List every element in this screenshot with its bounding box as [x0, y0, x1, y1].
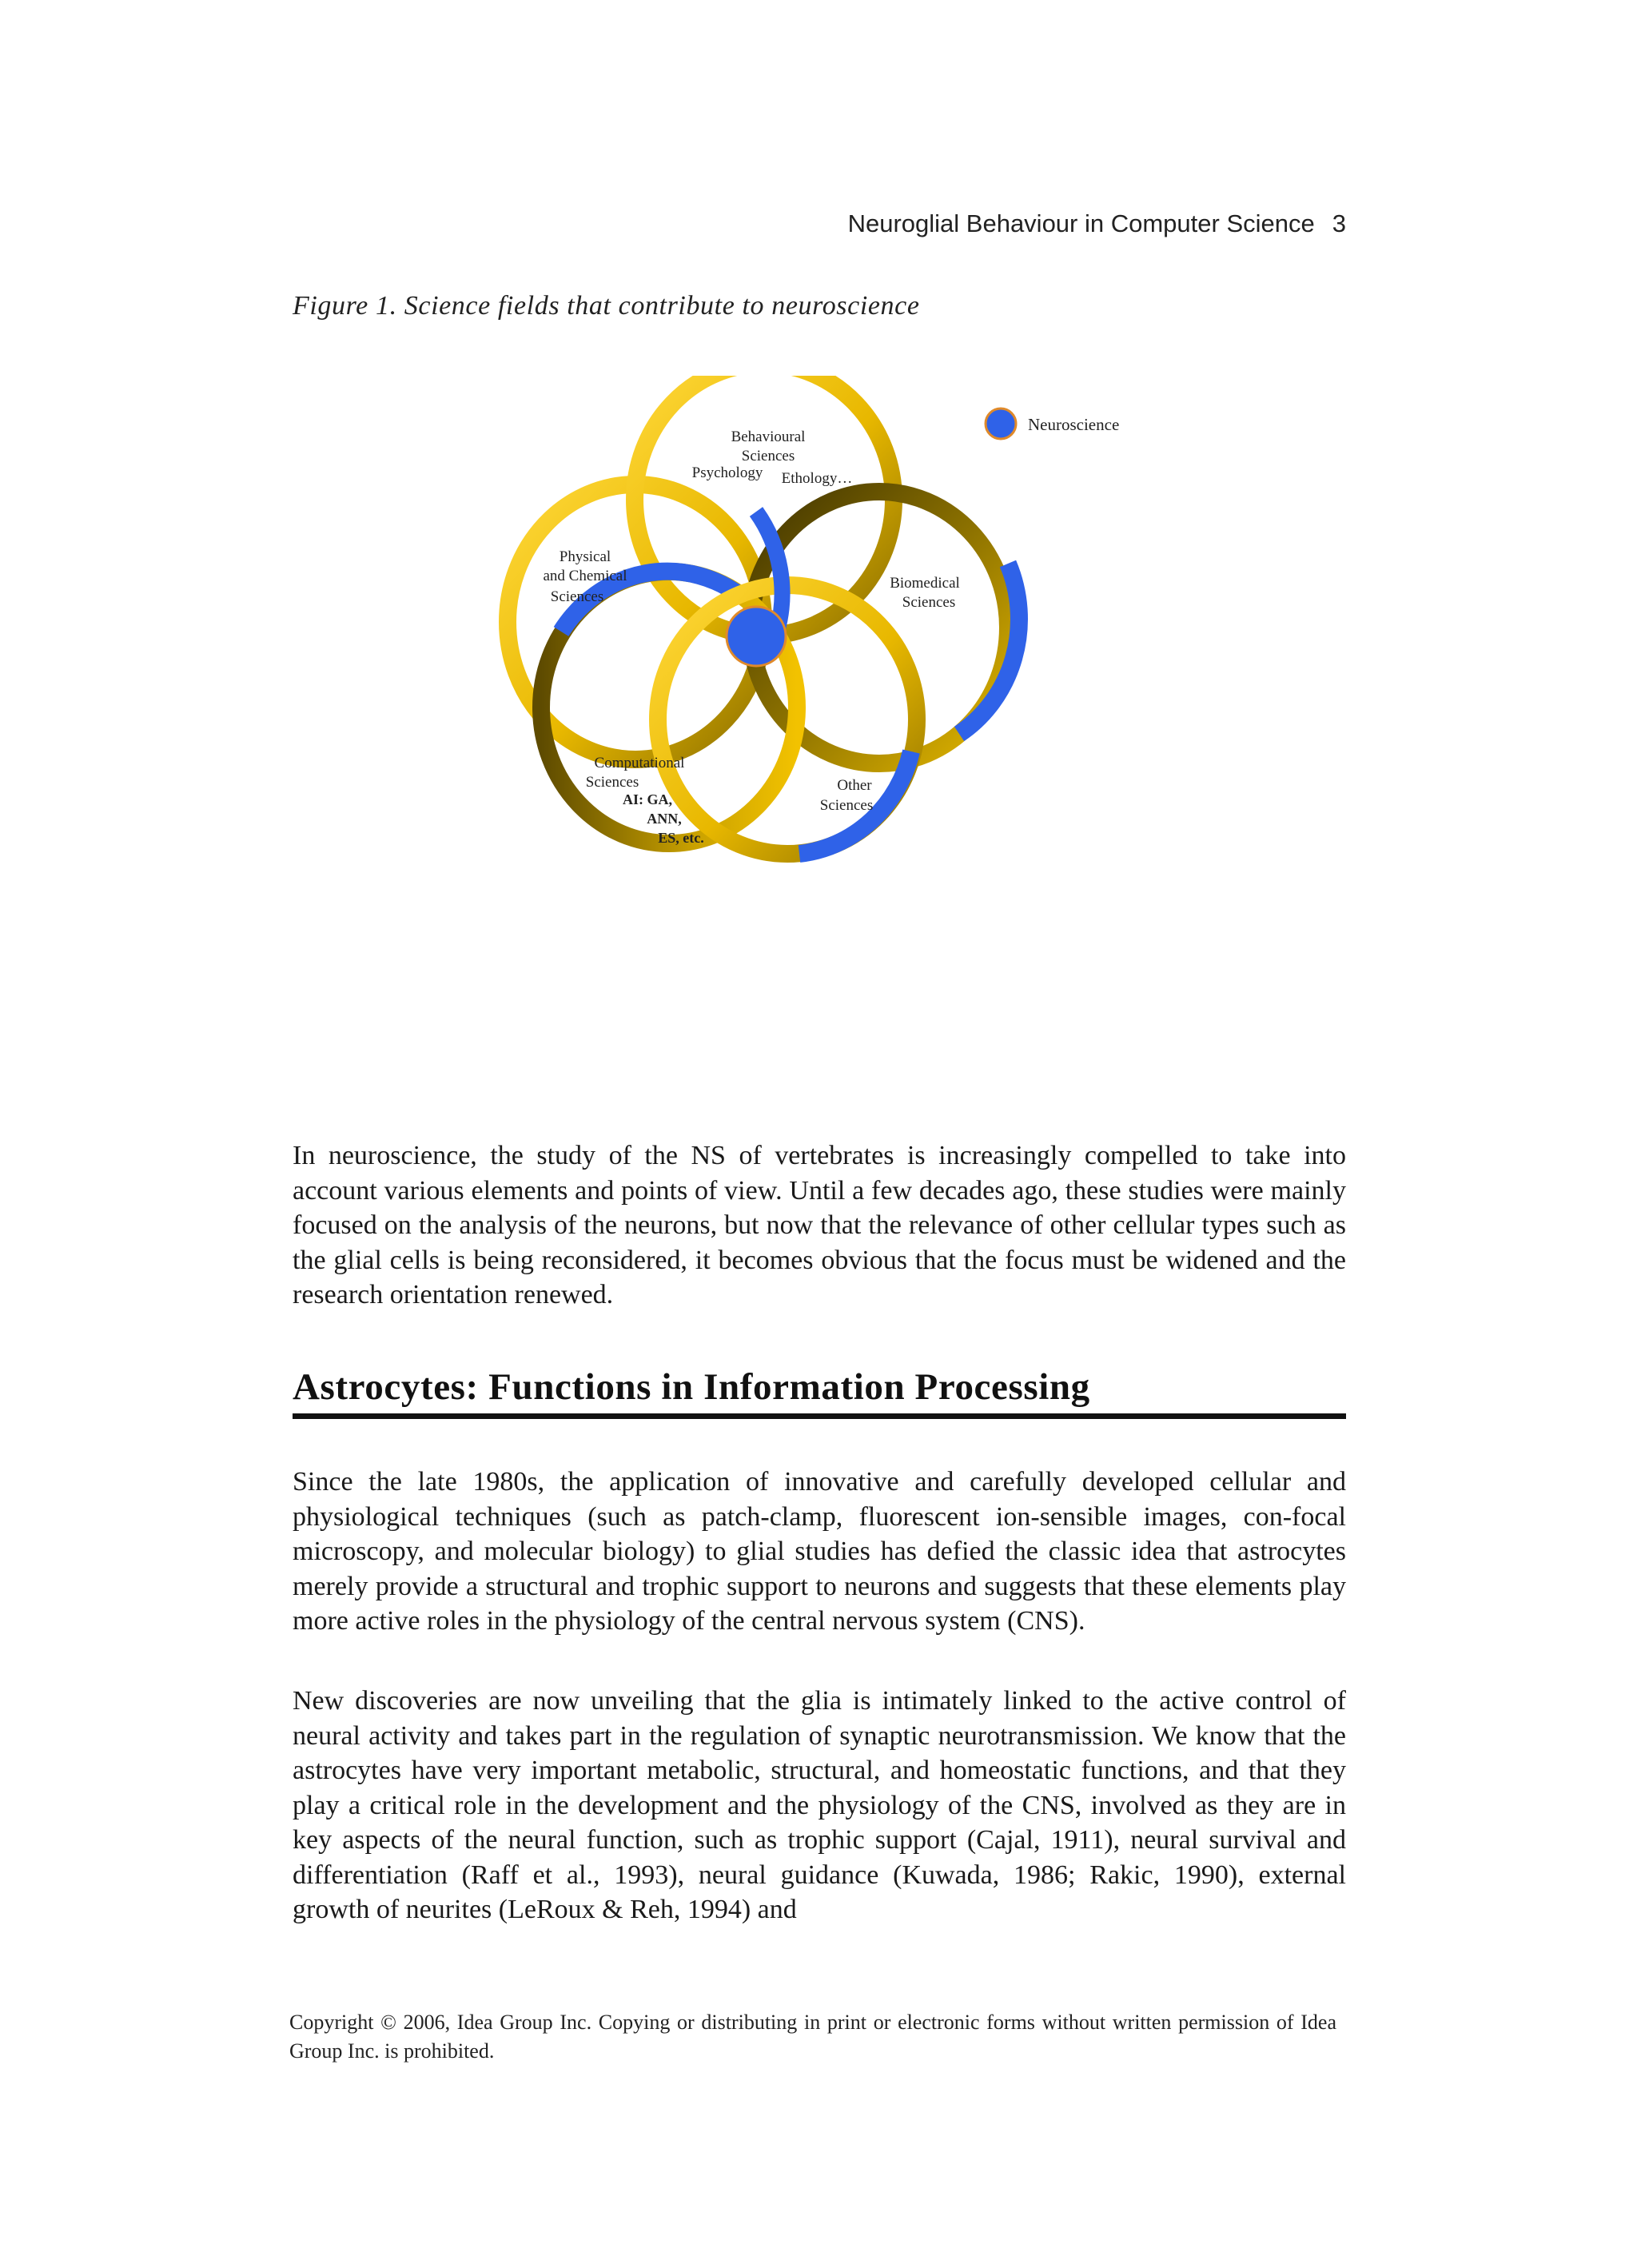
- venn-rings: [480, 376, 1199, 871]
- paragraph-2: Since the late 1980s, the application of innovative and carefully developed cellular and physiological techniques (such as patch-clamp, fluorescent ion-sensible images, con-focal microscopy, and molecular biology) to glial studies has defied the classic idea that astrocytes merely provide a structural and trophic support to neurons and suggests that these elements play more active roles in the physiology of the central nervous system (CNS).: [293, 1467, 1346, 1636]
- label-ai-1: AI: GA,: [623, 791, 672, 807]
- label-computational-2: Sciences: [585, 774, 639, 791]
- label-biomedical-1: Biomedical: [890, 575, 960, 592]
- label-other-1: Other: [837, 777, 872, 794]
- copyright-notice: Copyright © 2006, Idea Group Inc. Copying or distributing in print or electronic forms without written permission of Idea Group Inc. is prohibited.: [289, 2011, 1336, 2063]
- section-heading: Astrocytes: Functions in Information Processing: [293, 1367, 1346, 1419]
- label-other-2: Sciences: [819, 797, 874, 814]
- label-behavioural-2: Sciences: [741, 448, 795, 464]
- label-psychology: Psychology: [691, 464, 763, 481]
- page-number: 3: [1332, 209, 1346, 237]
- figure-diagram: [480, 376, 1199, 871]
- neuroscience-center: [727, 607, 786, 666]
- label-physical-1: Physical: [559, 548, 611, 565]
- figure-caption: Figure 1. Science fields that contribute to neuroscience: [293, 291, 920, 321]
- label-physical-2: and Chemical: [543, 568, 627, 584]
- label-physical-3: Sciences: [550, 588, 604, 605]
- running-title: Neuroglial Behaviour in Computer Science: [847, 209, 1315, 237]
- label-ai-3: ES, etc.: [658, 830, 704, 846]
- label-ai-2: ANN,: [647, 811, 682, 827]
- label-biomedical-2: Sciences: [902, 594, 956, 611]
- paragraph-1: In neuroscience, the study of the NS of vertebrates is increasingly compelled to take into account various elements and points of view. Until a few decades ago, these studies were mainly focused on the analysis of the neurons, but now that the relevance of other cellular types such as the glial cells is being reconsidered, it becomes obvious that the focus must be widened and the research orientation renewed.: [293, 1141, 1346, 1309]
- legend-label: Neuroscience: [1028, 415, 1120, 434]
- legend-swatch: [986, 409, 1016, 439]
- label-behavioural-1: Behavioural: [731, 428, 806, 445]
- paragraph-3: New discoveries are now unveiling that the glia is intimately linked to the active control of neural activity and takes part in the regulation of synaptic neurotransmission. We know that the astrocytes have very important metabolic, structural, and homeostatic functions, and that they play a critical role in the development and the physiology of the CNS, involved as they are in key aspects of the neural function, such as trophic support (Cajal, 1911), neural survival and differentiation (Raff et al., 1993), neural guidance (Kuwada, 1986; Rakic, 1990), external growth of neurites (LeRoux & Reh, 1994) and: [293, 1686, 1346, 1924]
- label-computational-1: Computational: [594, 755, 685, 771]
- ring-biomedical-blue-arc: [959, 564, 1019, 734]
- label-ethology: Ethology…: [781, 470, 853, 487]
- running-head: [0, 209, 1346, 238]
